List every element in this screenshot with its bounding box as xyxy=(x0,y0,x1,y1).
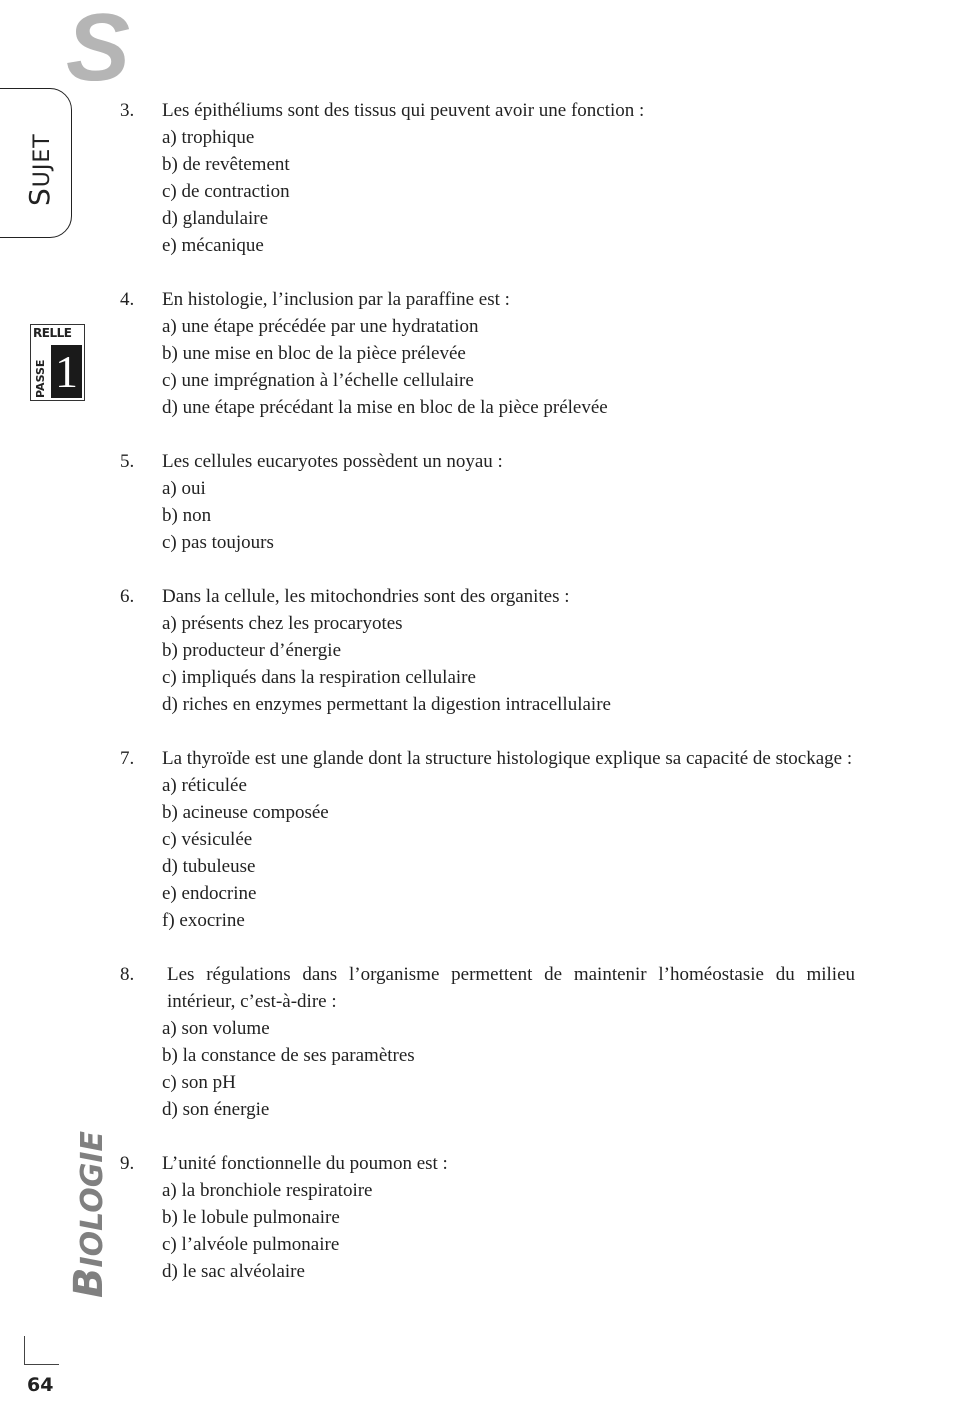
answer-option: d) le sac alvéolaire xyxy=(162,1261,305,1282)
answer-option: a) réticulée xyxy=(162,775,247,796)
question-list xyxy=(120,97,855,1312)
logo-top-text: RELLE xyxy=(33,326,72,340)
answer-option: a) son volume xyxy=(162,1018,270,1039)
question-number: 9. xyxy=(120,1153,135,1174)
answer-option: c) impliqués dans la respiration cellulaire xyxy=(162,667,476,688)
question-block xyxy=(120,1150,855,1285)
answer-option: c) pas toujours xyxy=(162,532,274,553)
answer-option: d) riches en enzymes permettant la digestion intracellulaire xyxy=(162,694,611,715)
answer-option: a) présents chez les procaryotes xyxy=(162,613,403,634)
question-text: Dans la cellule, les mitochondries sont des organites : xyxy=(162,586,570,607)
question-number: 7. xyxy=(120,748,135,769)
question-header xyxy=(120,286,855,313)
sujet-label xyxy=(24,133,59,206)
question-header xyxy=(120,745,855,772)
question-block xyxy=(120,448,855,556)
logo-side-text: PASSE xyxy=(34,359,47,398)
question-block xyxy=(120,961,855,1123)
answer-option: d) une étape précédant la mise en bloc de la pièce prélevée xyxy=(162,397,608,418)
question-text: Les cellules eucaryotes possèdent un noyau : xyxy=(162,451,503,472)
question-number: 8. xyxy=(120,964,135,985)
question-text: Les épithéliums sont des tissus qui peuvent avoir une fonction : xyxy=(162,100,645,121)
page-number: 64 xyxy=(27,1374,54,1396)
question-text: L’unité fonctionnelle du poumon est : xyxy=(162,1153,448,1174)
logo-number: 1 xyxy=(51,345,82,398)
answer-option: b) non xyxy=(162,505,212,526)
answer-option: c) son pH xyxy=(162,1072,236,1093)
question-text: En histologie, l’inclusion par la paraffine est : xyxy=(162,289,510,310)
answer-option: a) trophique xyxy=(162,127,255,148)
answer-option: c) de contraction xyxy=(162,181,290,202)
answer-option: b) le lobule pulmonaire xyxy=(162,1207,340,1228)
question-header xyxy=(120,961,855,1015)
answer-option: c) l’alvéole pulmonaire xyxy=(162,1234,340,1255)
subject-label xyxy=(66,1131,116,1298)
answer-option: c) vésiculée xyxy=(162,829,253,850)
answer-option: d) glandulaire xyxy=(162,208,269,229)
question-block xyxy=(120,745,855,934)
answer-option: a) oui xyxy=(162,478,206,499)
question-block xyxy=(120,583,855,718)
question-header xyxy=(120,1150,855,1177)
page-corner-mark xyxy=(24,1336,59,1365)
question-number: 4. xyxy=(120,289,135,310)
answer-option: e) mécanique xyxy=(162,235,264,256)
answer-option: b) producteur d’énergie xyxy=(162,640,342,661)
subject-rest: IOLOGIE xyxy=(75,1131,110,1268)
answer-option: f) exocrine xyxy=(162,910,245,931)
answer-option: d) son énergie xyxy=(162,1099,270,1120)
question-number: 3. xyxy=(120,100,135,121)
sujet-initial: S xyxy=(23,187,56,206)
answer-option: d) tubuleuse xyxy=(162,856,256,877)
question-header xyxy=(120,583,855,610)
sujet-rest: UJET xyxy=(30,133,55,188)
question-number: 6. xyxy=(120,586,135,607)
question-header xyxy=(120,97,855,124)
section-letter-watermark: S xyxy=(66,0,131,101)
answer-option: b) une mise en bloc de la pièce prélevée xyxy=(162,343,466,364)
answer-option: b) de revêtement xyxy=(162,154,290,175)
question-header xyxy=(120,448,855,475)
subject-initial: B xyxy=(66,1267,112,1298)
answer-option: a) la bronchiole respiratoire xyxy=(162,1180,373,1201)
passerelle-logo xyxy=(30,324,85,401)
question-block xyxy=(120,286,855,421)
answer-option: a) une étape précédée par une hydratation xyxy=(162,316,479,337)
answer-option: e) endocrine xyxy=(162,883,257,904)
answer-option: c) une imprégnation à l’échelle cellulaire xyxy=(162,370,474,391)
question-text: Les régulations dans l’organisme permettent de maintenir l’homéostasie du milieu intérieur, c’est-à-dire : xyxy=(167,964,855,1012)
question-number: 5. xyxy=(120,451,135,472)
answer-option: b) acineuse composée xyxy=(162,802,329,823)
answer-option: b) la constance de ses paramètres xyxy=(162,1045,415,1066)
question-text: La thyroïde est une glande dont la structure histologique explique sa capacité de stockage : xyxy=(162,748,853,769)
question-block xyxy=(120,97,855,259)
